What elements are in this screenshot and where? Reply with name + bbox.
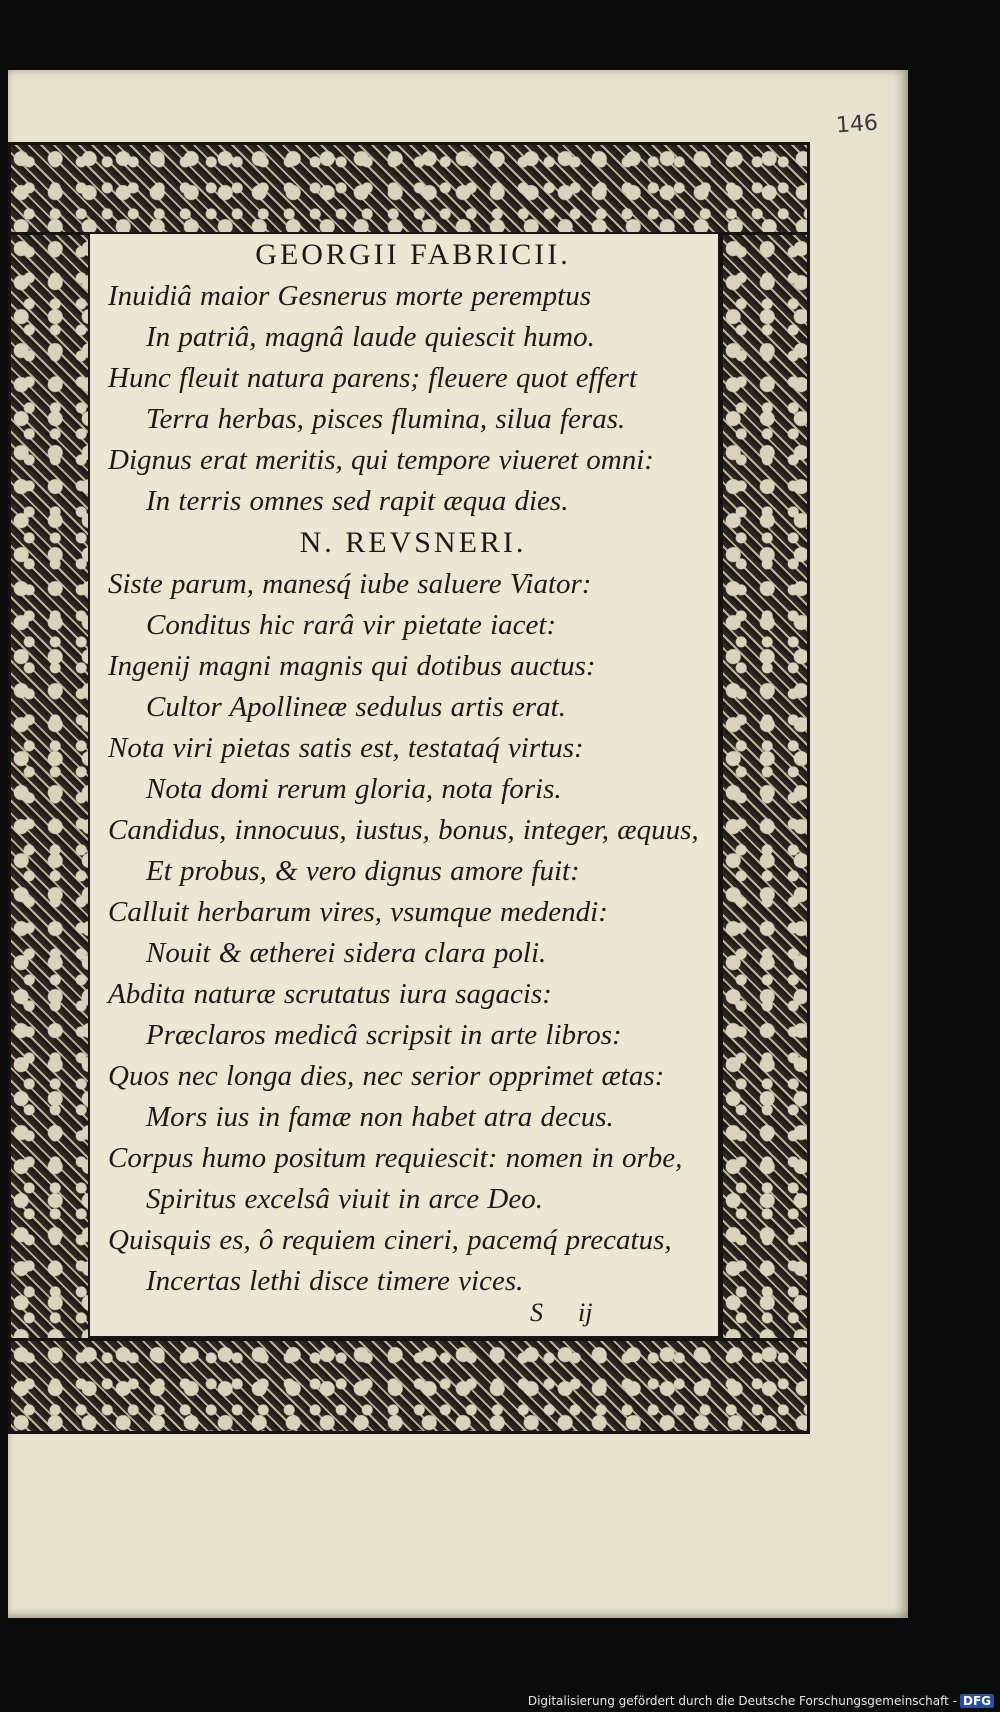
verse-line: Nouit & ætherei sidera clara poli. [146, 937, 547, 969]
verse-line: Inuidiâ maior Gesnerus morte peremptus [108, 280, 591, 312]
verse-line: Terra herbas, pisces flumina, silua feras. [146, 403, 626, 435]
ornamental-border-top [8, 142, 810, 238]
verse-line: Calluit herbarum vires, vsumque medendi: [108, 896, 608, 928]
signature-letter: S [530, 1298, 543, 1327]
verse-line: Quisquis es, ô requiem cineri, pacemq́ precatus, [108, 1224, 672, 1256]
folio-number: 146 [835, 110, 879, 139]
verse-line: Quos nec longa dies, nec serior opprimet ætas: [108, 1060, 665, 1092]
verse-line: Siste parum, manesq́ iube saluere Viator: [108, 568, 592, 600]
verse-line: Candidus, innocuus, iustus, bonus, integer, æquus, [108, 814, 699, 846]
ornamental-border-bottom [8, 1338, 810, 1434]
verse-line: Cultor Apollineæ sedulus artis erat. [146, 691, 566, 723]
verse-line: Spiritus excelsâ viuit in arce Deo. [146, 1183, 543, 1215]
verse-line: In terris omnes sed rapit æqua dies. [146, 485, 569, 517]
verse-line: Corpus humo positum requiescit: nomen in orbe, [108, 1142, 683, 1174]
verse-line: Nota domi rerum gloria, nota foris. [146, 773, 562, 805]
credit-text: Digitalisierung gefördert durch die Deutsche Forschungsgemeinschaft - [527, 1694, 957, 1708]
verse-line: Præclaros medicâ scripsit in arte libros: [146, 1019, 622, 1051]
verse-line: Dignus erat meritis, qui tempore viueret omni: [108, 444, 654, 476]
verse-line: Nota viri pietas satis est, testataq́ virtus: [108, 732, 584, 764]
text-panel [88, 232, 720, 1338]
verse-line: Incertas lethi disce timere vices. [146, 1265, 524, 1297]
signature-numeral: ij [578, 1298, 593, 1327]
epitaph-text [108, 234, 718, 1302]
book-page [8, 70, 908, 1618]
digitization-credit [528, 1694, 994, 1708]
section-heading: GEORGII FABRICII. [255, 238, 571, 271]
section-heading: N. REVSNERI. [299, 526, 527, 559]
verse-line: Hunc fleuit natura parens; fleuere quot effert [108, 362, 637, 394]
dfg-logo-badge: DFG [960, 1694, 994, 1708]
ornamental-border-left [8, 232, 94, 1344]
verse-line: Ingenij magni magnis qui dotibus auctus: [108, 650, 596, 682]
verse-line: Conditus hic rarâ vir pietate iacet: [146, 609, 557, 641]
verse-line: Mors ius in famæ non habet atra decus. [146, 1101, 614, 1133]
verse-line: Et probus, & vero dignus amore fuit: [146, 855, 580, 887]
verse-line: Abdita naturæ scrutatus iura sagacis: [108, 978, 552, 1010]
verse-line: In patriâ, magnâ laude quiescit humo. [146, 321, 595, 353]
woodcut-border-frame [8, 142, 810, 1434]
ornamental-border-right [720, 232, 810, 1344]
